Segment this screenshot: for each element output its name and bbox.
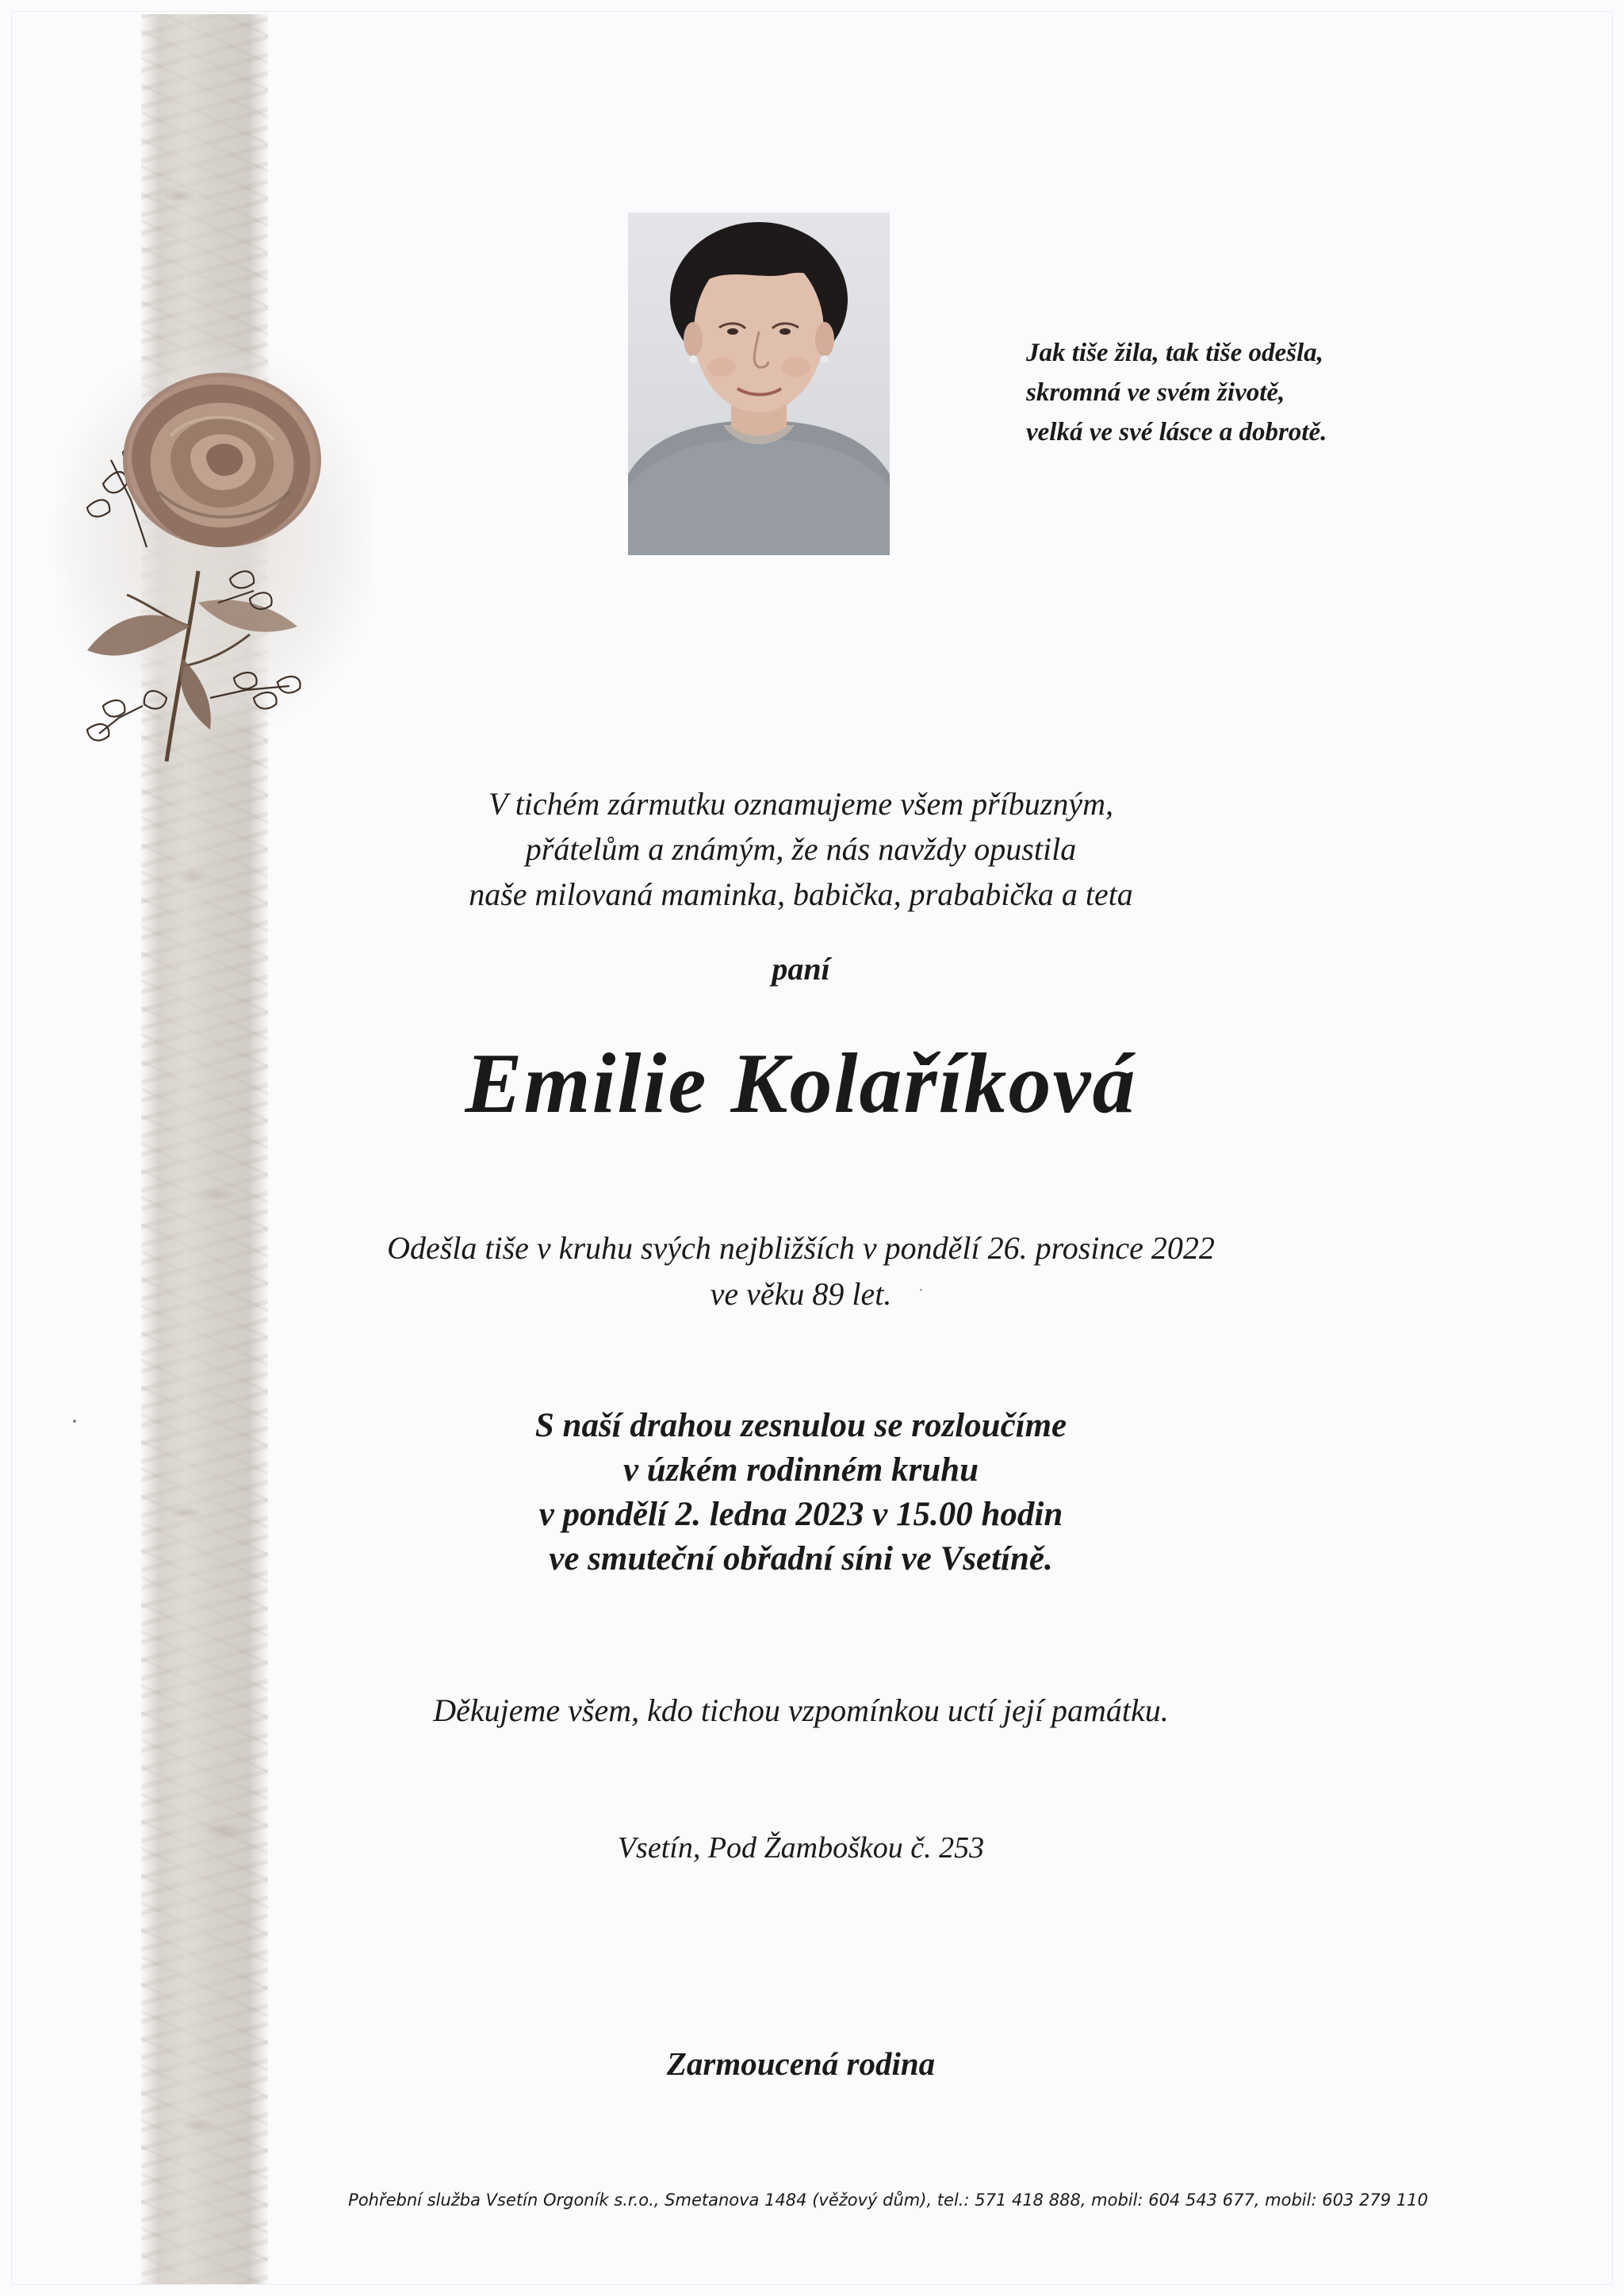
rose-icon [71, 365, 373, 777]
portrait-photo [628, 213, 890, 555]
motto-line: Jak tiše žila, tak tiše odešla, [1026, 339, 1323, 367]
farewell-details [293, 1404, 1308, 1581]
funeral-service-footer: Pohřební služba Vsetín Orgoník s.r.o., Smetanova 1484 (věžový dům), tel.: 571 418 888, mobil: 604 543 677, mobil: 603 279 110 [348, 2191, 1428, 2210]
farewell-line: v úzkém rodinném kruhu [622, 1451, 979, 1489]
paper-speck [73, 1420, 76, 1423]
signature: Zarmoucená rodina [666, 2045, 936, 2082]
portrait-illustration [628, 213, 890, 555]
motto-line: skromná ve svém životě, [1026, 378, 1285, 407]
family-address: Vsetín, Pod Žamboškou č. 253 [617, 1831, 985, 1865]
farewell-line: S naší drahou zesnulou se rozloučíme [534, 1407, 1067, 1444]
intro-line: naše milovaná maminka, babička, prababička a teta [469, 876, 1133, 912]
intro-line: přátelům a známým, že nás navždy opustila [525, 831, 1077, 867]
motto-verse [1026, 333, 1470, 452]
death-line: ve věku 89 let. [710, 1276, 892, 1312]
motto-line: velká ve své lásce a dobrotě. [1026, 418, 1327, 447]
intro-line: V tichém zármutku oznamujeme všem příbuzným, [488, 786, 1114, 822]
death-line: Odešla tiše v kruhu svých nejbližších v pondělí 26. prosince 2022 [387, 1230, 1215, 1266]
farewell-line: ve smuteční obřadní síni ve Vsetíně. [549, 1540, 1053, 1577]
death-notice [293, 1225, 1308, 1317]
farewell-line: v pondělí 2. ledna 2023 v 15.00 hodin [538, 1496, 1063, 1533]
paper-speck [920, 1289, 922, 1291]
title-word: paní [772, 951, 830, 987]
deceased-name: Emilie Kolaříková [465, 1037, 1137, 1131]
intro-announcement [293, 781, 1308, 917]
thanks-line: Děkujeme všem, kdo tichou vzpomínkou uctí její památku. [433, 1692, 1169, 1728]
